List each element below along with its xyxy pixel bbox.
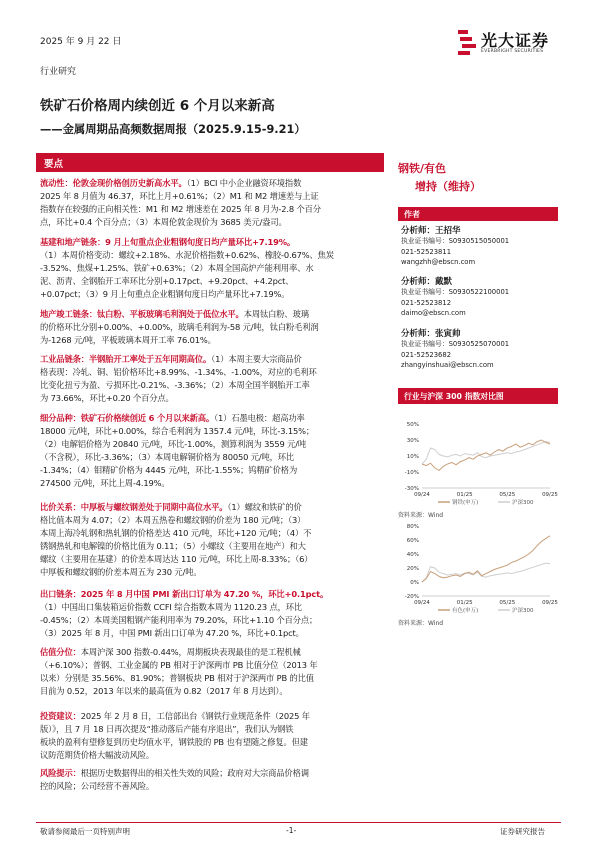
- x-tick-label: 05/25: [499, 492, 516, 498]
- authors-label: 作者: [404, 210, 420, 219]
- footer-rule: [36, 822, 561, 823]
- analyst-phone: 021-52523812: [401, 298, 452, 307]
- y-tick-label: 0%: [410, 580, 419, 586]
- y-tick-label: 60%: [406, 538, 419, 544]
- y-tick-label: -30%: [404, 486, 419, 492]
- authors-bar: [398, 207, 558, 221]
- page-number: -1-: [286, 826, 297, 835]
- paragraph-price-ratio: 比价关系：中厚板与螺纹钢差处于同期中高位水平。（1）螺纹和铁矿的价 格比值本周为 4.07；（2）本周五热卷和螺纹钢的价差为 180 元/吨；（3） 本周上海冷轧钢和热轧钢的价格差达 410 元/吨，环比+120 元/吨；（4）不 锈钢热轧和电解镍的价格比值为 0.11；（5）小螺纹（主要用在地产）和大 螺纹（主要用在基建）的价差本周达达 110 元/吨，环比上周-8.33%；（6） 中厚板和螺纹钢的价差本周五为 230 元/吨。: [40, 502, 313, 578]
- x-tick-label: 05/25: [499, 600, 516, 606]
- logo-cn-text: 光大证券: [481, 31, 550, 50]
- logo-mark-icon: [456, 27, 478, 57]
- y-tick-label: -20%: [404, 594, 419, 600]
- section-bar: [36, 153, 384, 172]
- analyst-name: 分析师：戴默: [401, 277, 453, 287]
- analyst-email[interactable]: zhangyinshuai@ebscn.com: [401, 361, 494, 369]
- y-tick-label: -10%: [404, 470, 419, 476]
- y-tick-label: 30%: [406, 438, 419, 444]
- paragraph-industrial: 工业品链条：半钢胎开工率处于五年同期高位。（1）本周主要大宗商品价 格表现：冷轧、铜、铝价格环比+8.99%、-1.34%、-1.00%，对应的毛利环 比变化扭亏为盈、亏损环比-0.21%、-3.36%；（2）本周全国半钢胎开工率 为 73.66%，环比+0.20 个百分点。: [40, 354, 317, 404]
- rating-sector: 钢铁/有色: [398, 162, 447, 175]
- paragraph-infrastructure: 基建和地产链条：9 月上旬重点企业粗钢旬度日均产量环比+7.19%。 （1）本周价格变动：螺纹+2.18%、水泥价格指数+0.62%、橡胶-0.67%、焦炭 -3.52%、焦煤+1.25%、铁矿+0.63%；（2）本周全国高炉产能利用率、水 泥、沥青、全钢胎开工率环比分别+0.17pct、+9.20pct、+4.2pct、 +0.07pct；（3）9 月上旬重点企业粗钢旬度日均产量环比+7.19%。: [40, 237, 334, 300]
- x-tick-label: 01/25: [456, 492, 473, 498]
- page-subtitle: ——金属周期品高频数据周报（2025.9.15-9.21）: [40, 123, 306, 136]
- chart-box-bar: [398, 388, 558, 404]
- legend-label: 沪深300: [512, 608, 534, 614]
- analyst-name: 分析师：张寅帅: [401, 329, 461, 339]
- analyst-2: [401, 275, 556, 319]
- paragraph-varieties: 细分品种：铁矿石价格续创近 6 个月以来新高。（1）石墨电极：超高功率 18000 元/吨，环比+0.00%，综合毛利润为 1357.4 元/吨，环比-3.15%； （2）电解铝价格为 20840 元/吨，环比-1.00%，测算利润为 3559 元/吨 （不含税），环比-3.36%；（3）本周电解铜价格为 80050 元/吨，环比 -1.34%；（4）钼精矿价格为 4445 元/吨，环比-1.55%；钨精矿价格为 274500 元/吨，环比上周-4.19%。: [40, 413, 315, 489]
- x-tick-label: 09/25: [542, 492, 558, 498]
- paragraph-export: 出口链条：2025 年 8 月中国 PMI 新出口订单为 47.20 %，环比+0.1pct。 （1）中国出口集装箱运价指数 CCFI 综合指数本周为 1120.23 点，环比 -0.45%；（2）本周美国粗钢产能利用率为 79.20%，环比+1.10 个百分点； （3）2025 年 8 月，中国 PMI 新出口订单为 47.20 %，环比+0.1pct。: [40, 589, 329, 639]
- analyst-3: [401, 327, 556, 371]
- analyst-cert: 执业证书编号：S0930515050001: [401, 237, 510, 245]
- series-line: [422, 536, 550, 582]
- analyst-cert: 执业证书编号：S0930525070001: [401, 340, 510, 348]
- nonferrous-vs-csi300-chart: [398, 520, 558, 616]
- rating-block: [396, 160, 556, 194]
- legend-label: 钢铁(申万): [452, 500, 479, 506]
- analyst-phone: 021-52523811: [401, 247, 452, 256]
- legend-label: 沪深300: [512, 500, 534, 506]
- paragraph-risk: 风险提示：根据历史数据得出的相关性失效的风险；政府对大宗商品价格调 控的风险；公司经营不善风险。: [40, 768, 309, 792]
- steel-vs-csi300-chart: [398, 418, 558, 508]
- analyst-email[interactable]: wangzhh@ebscn.com: [401, 258, 476, 266]
- y-tick-label: 80%: [406, 524, 419, 530]
- x-tick-label: 01/25: [456, 600, 473, 606]
- paragraph-investment: 投资建议：2025 年 2 月 8 日，工信部出台《钢铁行业规范条件（2025 年 版）》，且 7 月 18 日再次提及“推动落后产能有序退出”，我们认为钢铁 板块的盈利有望修复到历史均值水平，钢铁股的 PB 也有望随之修复。但建 议防范期货价格大幅波动风险。: [40, 711, 310, 761]
- logo: [456, 27, 566, 63]
- section-label: 要点: [44, 159, 64, 170]
- y-tick-label: 20%: [406, 566, 419, 572]
- page-title: 铁矿石价格周内续创近 6 个月以来新高: [40, 98, 275, 114]
- report-category: 行业研究: [40, 67, 77, 77]
- analyst-phone: 021-52523682: [401, 350, 452, 359]
- legend-label: 有色(申万): [452, 608, 479, 614]
- y-tick-label: 50%: [406, 422, 419, 428]
- y-tick-label: 10%: [406, 454, 419, 460]
- paragraph-completion: 地产竣工链条：钛白粉、平板玻璃毛利润处于低位水平。本周钛白粉、玻璃 的价格环比分别+0.00%、+0.00%，玻璃毛利润为-58 元/吨，钛白粉毛利润 为-1268 元/吨，平板玻璃本周开工率 76.01%。: [40, 309, 319, 346]
- analyst-email[interactable]: daimo@ebscn.com: [401, 309, 466, 317]
- chart-source: 资料来源：Wind: [398, 512, 444, 519]
- rating-value: 增持（维持）: [415, 180, 481, 193]
- footer-report-type: 证券研究报告: [500, 827, 545, 836]
- analyst-name: 分析师：王招华: [401, 226, 461, 236]
- x-tick-label: 09/24: [414, 492, 430, 498]
- paragraph-liquidity: 流动性：伦敦金现价格创历史新高水平。（1）BCI 中小企业融资环境指数 2025 年 8 月值为 46.37，环比上月+0.61%；（2）M1 和 M2 增速差与上证 指数存在较强的正向相关性：M1 和 M2 增速差在 2025 年 8 月为-2.8 个百分 点，环比+0.4 个百分点；（3）本周伦敦金现价为 3685 美元/盎司。: [40, 178, 321, 228]
- x-tick-label: 09/25: [542, 600, 558, 606]
- y-tick-label: 40%: [406, 552, 419, 558]
- paragraph-valuation: 估值分位：本周沪深 300 指数-0.44%，周期板块表现最佳的是工程机械 （+6.10%）；普钢、工业金属的 PB 相对于沪深两市 PB 比值分位（2013 年 以来）分别是 35.56%、81.90%；普钢板块 PB 相对于沪深两市 PB 的比值 目前为 0.52，2013 年以来的最高值为 0.82（2017 年 8 月达到）。: [40, 647, 318, 697]
- analyst-cert: 执业证书编号：S0930522100001: [401, 288, 510, 296]
- report-date: 2025 年 9 月 22 日: [40, 37, 122, 47]
- chart-source: 资料来源：Wind: [398, 620, 444, 627]
- logo-en-text: EVERBRIGHT SECURITIES: [481, 49, 544, 54]
- analyst-1: [401, 224, 556, 268]
- series-line: [422, 563, 550, 582]
- footer-disclaimer[interactable]: 敬请参阅最后一页特别声明: [40, 827, 130, 836]
- chart-box-title: 行业与沪深 300 指数对比图: [404, 392, 504, 401]
- x-tick-label: 09/24: [414, 600, 430, 606]
